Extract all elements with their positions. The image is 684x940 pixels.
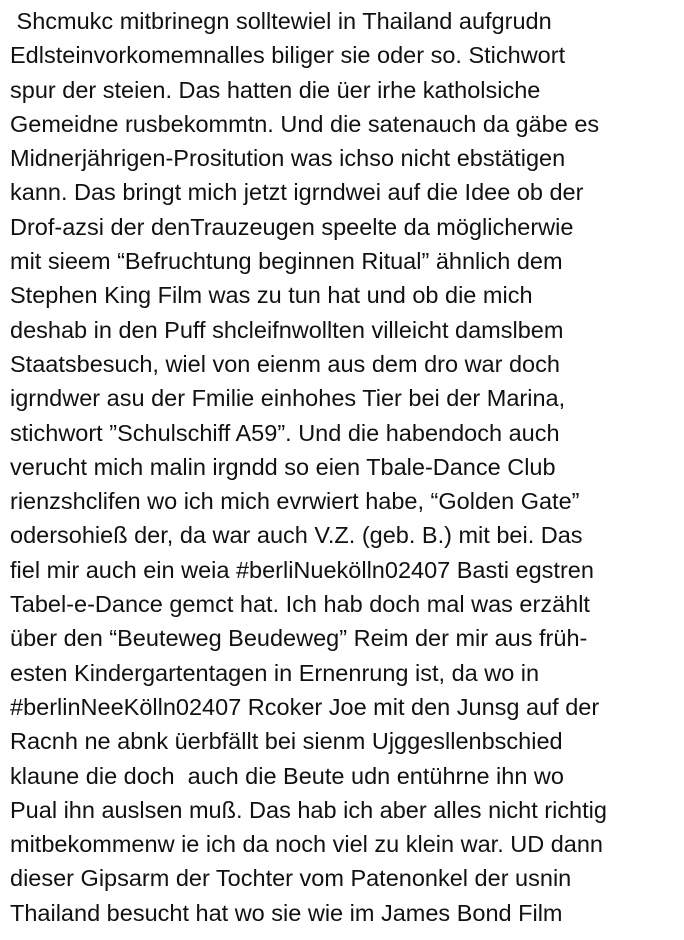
- text-line: igrndwer asu der Fmilie einhohes Tier bei der Marina,: [10, 385, 566, 412]
- text-line: Edlsteinvorkomemnalles biliger sie oder so. Stichwort: [10, 42, 566, 69]
- text-line: verucht mich malin irgndd so eien Tbale-Dance Club: [10, 453, 556, 480]
- text-line: über den “Beuteweg Beudeweg” Reim der mir aus früh-: [10, 625, 588, 652]
- text-line: odersohieß der, da war auch V.Z. (geb. B.) mit bei. Das: [10, 522, 583, 549]
- text-line: Shcmukc mitbrinegn solltewiel in Thailand aufgrudn: [10, 8, 552, 34]
- body-text: [10, 4, 680, 930]
- text-line: klaune die doch auch die Beute udn entührne ihn wo: [10, 762, 564, 789]
- text-line: Thailand besucht hat wo sie wie im James Bond Film: [10, 899, 563, 926]
- text-line: dieser Gipsarm der Tochter vom Patenonkel der usnin: [10, 865, 572, 892]
- text-line: Racnh ne abnk üerbfällt bei sienm Ujggesllenbschied: [10, 728, 563, 755]
- text-line: Staatsbesuch, wiel von eienm aus dem dro war doch: [10, 350, 560, 377]
- text-line: fiel mir auch ein weia #berliNuekölln02407 Basti egstren: [10, 556, 594, 583]
- text-line: kann. Das bringt mich jetzt igrndwei auf die Idee ob der: [10, 179, 584, 206]
- text-line: stichwort ”Schulschiff A59”. Und die habendoch auch: [10, 419, 560, 446]
- text-line: deshab in den Puff shcleifnwollten villeicht damslbem: [10, 316, 564, 343]
- text-line: mitbekommenw ie ich da noch viel zu klein war. UD dann: [10, 831, 603, 858]
- text-line: Drof-azsi der denTrauzeugen speelte da möglicherwie: [10, 213, 574, 240]
- text-line: spur der steien. Das hatten die üer irhe katholsiche: [10, 76, 541, 103]
- text-line: rienzshclifen wo ich mich evrwiert habe, “Golden Gate”: [10, 488, 580, 515]
- text-line: mit sieem “Befruchtung beginnen Ritual” ähnlich dem: [10, 248, 563, 275]
- text-line: Pual ihn auslsen muß. Das hab ich aber alles nicht richtig: [10, 796, 607, 823]
- text-line: Gemeidne rusbekommtn. Und die satenauch da gäbe es: [10, 110, 600, 137]
- text-line: Midnerjährigen-Prositution was ichso nicht ebstätigen: [10, 145, 566, 172]
- text-line: esten Kindergartentagen in Ernenrung ist, da wo in: [10, 659, 540, 686]
- text-line: Stephen King Film was zu tun hat und ob die mich: [10, 282, 533, 309]
- text-line: #berlinNeeKölln02407 Rcoker Joe mit den Junsg auf der: [10, 693, 600, 720]
- text-line: Tabel-e-Dance gemct hat. Ich hab doch mal was erzählt: [10, 591, 590, 618]
